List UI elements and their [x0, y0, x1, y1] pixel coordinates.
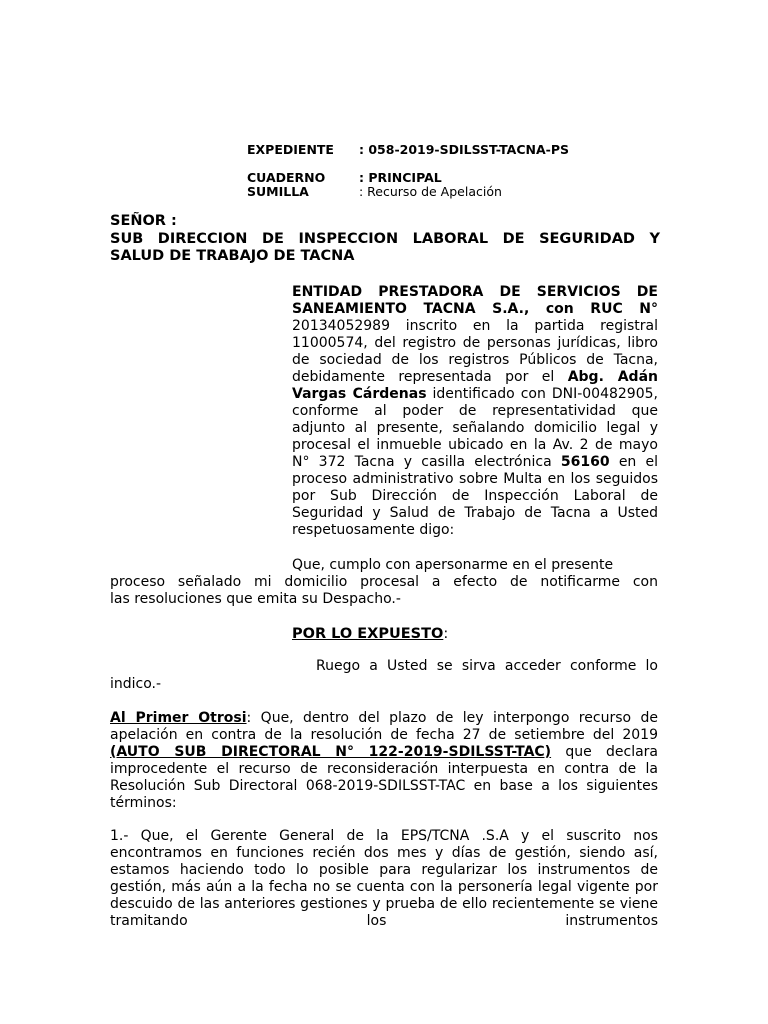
entity-text-1: 20134052989 inscrito en la partida registral 11000574, del registro de personas jurídicas, libro de sociedad de los registros Públicos de Tacna, debidamente representada por el [292, 318, 658, 385]
expuesto-heading-line [292, 626, 448, 643]
ruego-line-2: indico.- [110, 676, 162, 692]
otrosi-text-1: : Que, dentro del plazo de ley interpongo recurso de apelación en contra de la resolución de fecha 27 de setiembre del 2019 [110, 710, 658, 743]
entity-body [292, 318, 658, 539]
apersonamiento-line-3: las resoluciones que emita su Despacho.- [110, 591, 401, 607]
lawyer-name: Abg. Adán Vargas Cárdenas [292, 369, 658, 402]
cuaderno-label: CUADERNO [247, 170, 326, 185]
salutation: SEÑOR : [110, 213, 177, 229]
auto-reference: (AUTO SUB DIRECTORAL N° 122-2019-SDILSST-TAC) [110, 744, 552, 760]
point-1-text: 1.- Que, el Gerente General de la EPS/TCNA .S.A y el suscrito nos encontramos en funciones recién dos mes y días de gestión, siendo así, estamos haciendo todo lo posible para regularizar los instrumentos de gestión, más aún a la fecha no se cuenta con la personería legal vigente por descuido de las anteriores gestiones y prueba de ello recientemente se viene tramitando los instrumentos [110, 828, 658, 929]
otrosi-text-2: que declara improcedente el recurso de reconsideración interpuesta en contra de la Resolución Sub Directoral 068-2019-SDILSST-TAC en base a los siguientes términos: [110, 744, 659, 811]
entity-name-line-2: SANEAMIENTO TACNA S.A., con RUC N° [292, 301, 658, 317]
otrosi-paragraph [110, 710, 658, 812]
expuesto-colon: : [443, 626, 449, 642]
point-1-paragraph [110, 828, 658, 930]
entity-paragraph [292, 284, 658, 539]
sumilla-line [247, 184, 502, 199]
apersonamiento-line-2: proceso señalado mi domicilio procesal a efecto de notificarme con [110, 574, 658, 590]
sumilla-label: SUMILLA [247, 184, 309, 199]
expediente-label: EXPEDIENTE [247, 142, 334, 157]
expuesto-heading: POR LO EXPUESTO [292, 626, 444, 642]
casilla-number: 56160 [560, 454, 610, 470]
addressee-line-2: SALUD DE TRABAJO DE TACNA [110, 248, 355, 264]
otrosi-heading: Al Primer Otrosi [110, 710, 247, 726]
cuaderno-value: : PRINCIPAL [359, 170, 442, 185]
cuaderno-line [247, 170, 442, 185]
addressee-block [110, 213, 660, 266]
entity-name-line-1: ENTIDAD PRESTADORA DE SERVICIOS DE [292, 284, 658, 300]
expediente-line [247, 142, 569, 157]
ruego-line-1: Ruego a Usted se sirva acceder conforme lo [316, 658, 658, 674]
addressee-line-1: SUB DIRECCION DE INSPECCION LABORAL DE SEGURIDAD Y [110, 230, 660, 247]
apersonamiento-line-1: Que, cumplo con apersonarme en el presente [292, 557, 614, 573]
entity-text-2: identificado con DNI-00482905, conforme al poder de representatividad que adjunto al presente, señalando domicilio legal y procesal el inmueble ubicado en la Av. 2 de mayo N° 372 Tacna y casilla electrónica [292, 386, 658, 470]
expediente-value: : 058-2019-SDILSST-TACNA-PS [359, 142, 569, 157]
entity-text-3: en el proceso administrativo sobre Multa en los seguidos por Sub Dirección de Inspección Laboral de Seguridad y Salud de Trabajo de Tacna a Usted respetuosamente digo: [292, 454, 659, 538]
sumilla-value: : Recurso de Apelación [359, 184, 502, 199]
